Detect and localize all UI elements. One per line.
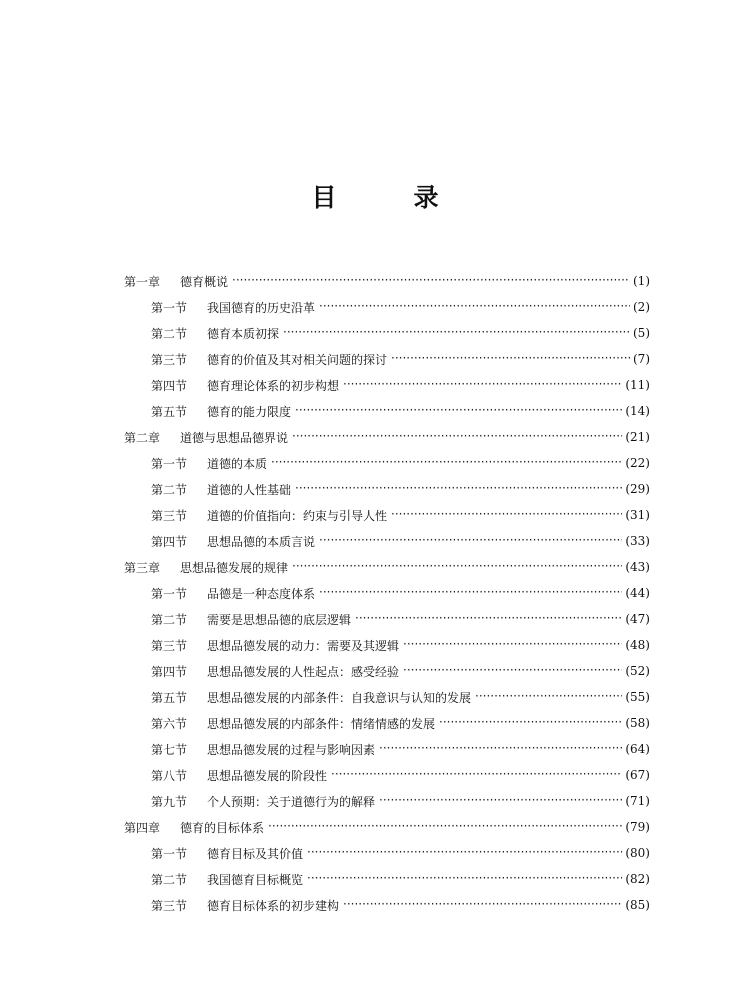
- toc-page-number: (67): [625, 768, 650, 782]
- toc-section-row: [124, 502, 650, 528]
- dot-leader: [292, 431, 622, 445]
- dot-leader: [319, 587, 622, 601]
- toc-section-row: [124, 372, 650, 398]
- toc-page-number: (64): [625, 742, 650, 756]
- dot-leader: [271, 457, 622, 471]
- toc-chapter-row: [124, 554, 650, 580]
- toc-page-number: (29): [625, 482, 650, 496]
- dot-leader: [343, 899, 622, 913]
- toc-entry-label: 第一节: [151, 846, 188, 861]
- table-of-contents: [124, 268, 650, 918]
- toc-page-number: (22): [625, 456, 650, 470]
- toc-entry-label: 第五节: [151, 404, 188, 419]
- toc-entry-label: 第二节: [151, 612, 188, 627]
- toc-section-row: [124, 736, 650, 762]
- page-title: 目 录: [311, 183, 465, 212]
- dot-leader: [319, 301, 630, 315]
- dot-leader: [439, 717, 622, 731]
- dot-leader: [292, 561, 622, 575]
- toc-entry-title: 思想品德发展的人性起点：感受经验: [207, 664, 400, 679]
- toc-entry-title: 道德的人性基础: [207, 482, 292, 497]
- toc-entry-title: 思想品德的本质言说: [207, 534, 316, 549]
- dot-leader: [295, 483, 622, 497]
- toc-entry-label: 第六节: [151, 716, 188, 731]
- dot-leader: [283, 327, 630, 341]
- dot-leader: [355, 613, 622, 627]
- toc-section-row: [124, 866, 650, 892]
- dot-leader: [307, 873, 622, 887]
- toc-section-row: [124, 892, 650, 918]
- toc-entry-label: 第九节: [151, 794, 188, 809]
- toc-page-number: (21): [625, 430, 650, 444]
- toc-entry-label: 第四章: [124, 820, 161, 835]
- dot-leader: [319, 535, 622, 549]
- toc-page-number: (44): [625, 586, 650, 600]
- toc-entry-title: 我国德育的历史沿革: [207, 300, 316, 315]
- toc-page-number: (5): [633, 326, 650, 340]
- dot-leader: [391, 353, 630, 367]
- toc-entry-title: 个人预期：关于道德行为的解释: [207, 794, 376, 809]
- toc-entry-title: 思想品德发展的内部条件：自我意识与认知的发展: [207, 690, 472, 705]
- toc-entry-label: 第二章: [124, 430, 161, 445]
- toc-entry-label: 第三节: [151, 508, 188, 523]
- dot-leader: [403, 665, 622, 679]
- toc-entry-label: 第二节: [151, 482, 188, 497]
- toc-entry-title: 德育目标及其价值: [207, 846, 304, 861]
- toc-section-row: [124, 294, 650, 320]
- toc-page-number: (43): [625, 560, 650, 574]
- toc-section-row: [124, 528, 650, 554]
- toc-page-number: (80): [625, 846, 650, 860]
- toc-entry-label: 第三节: [151, 638, 188, 653]
- toc-section-row: [124, 450, 650, 476]
- toc-page-number: (11): [625, 378, 650, 392]
- toc-section-row: [124, 476, 650, 502]
- toc-entry-label: 第二节: [151, 872, 188, 887]
- toc-entry-title: 品德是一种态度体系: [207, 586, 316, 601]
- toc-entry-label: 第一节: [151, 586, 188, 601]
- toc-section-row: [124, 346, 650, 372]
- toc-section-row: [124, 788, 650, 814]
- dot-leader: [331, 769, 622, 783]
- toc-section-row: [124, 320, 650, 346]
- dot-leader: [379, 795, 622, 809]
- toc-page-number: (31): [625, 508, 650, 522]
- toc-page-number: (55): [625, 690, 650, 704]
- toc-entry-title: 德育目标体系的初步建构: [207, 898, 340, 913]
- toc-entry-title: 德育本质初探: [207, 326, 280, 341]
- toc-entry-title: 思想品德发展的阶段性: [207, 768, 328, 783]
- dot-leader: [295, 405, 622, 419]
- toc-chapter-row: [124, 268, 650, 294]
- toc-chapter-row: [124, 424, 650, 450]
- toc-entry-label: 第一节: [151, 456, 188, 471]
- toc-entry-label: 第四节: [151, 664, 188, 679]
- toc-entry-title: 德育理论体系的初步构想: [207, 378, 340, 393]
- dot-leader: [391, 509, 622, 523]
- toc-entry-label: 第一章: [124, 274, 161, 289]
- toc-entry-label: 第四节: [151, 378, 188, 393]
- toc-entry-label: 第四节: [151, 534, 188, 549]
- dot-leader: [268, 821, 622, 835]
- toc-section-row: [124, 632, 650, 658]
- toc-entry-title: 德育的价值及其对相关问题的探讨: [207, 352, 388, 367]
- toc-section-row: [124, 840, 650, 866]
- toc-page-number: (52): [625, 664, 650, 678]
- toc-entry-label: 第八节: [151, 768, 188, 783]
- toc-page-number: (2): [633, 300, 650, 314]
- toc-page-number: (47): [625, 612, 650, 626]
- toc-page-number: (14): [625, 404, 650, 418]
- toc-entry-title: 需要是思想品德的底层逻辑: [207, 612, 352, 627]
- dot-leader: [232, 275, 630, 289]
- toc-entry-title: 思想品德发展的规律: [180, 560, 289, 575]
- toc-entry-title: 思想品德发展的过程与影响因素: [207, 742, 376, 757]
- toc-page-number: (71): [625, 794, 650, 808]
- dot-leader: [475, 691, 622, 705]
- toc-entry-title: 道德的本质: [207, 456, 268, 471]
- toc-section-row: [124, 606, 650, 632]
- toc-entry-label: 第五节: [151, 690, 188, 705]
- toc-page-number: (85): [625, 898, 650, 912]
- dot-leader: [307, 847, 622, 861]
- toc-entry-title: 我国德育目标概览: [207, 872, 304, 887]
- toc-entry-title: 思想品德发展的动力：需要及其逻辑: [207, 638, 400, 653]
- toc-entry-title: 道德与思想品德界说: [180, 430, 289, 445]
- toc-section-row: [124, 762, 650, 788]
- toc-entry-title: 德育的目标体系: [180, 820, 265, 835]
- toc-section-row: [124, 580, 650, 606]
- toc-entry-title: 德育概说: [180, 274, 229, 289]
- toc-section-row: [124, 710, 650, 736]
- toc-section-row: [124, 658, 650, 684]
- toc-page-number: (48): [625, 638, 650, 652]
- toc-page-number: (1): [633, 274, 650, 288]
- toc-section-row: [124, 684, 650, 710]
- toc-chapter-row: [124, 814, 650, 840]
- toc-entry-label: 第三章: [124, 560, 161, 575]
- toc-entry-label: 第七节: [151, 742, 188, 757]
- toc-entry-label: 第一节: [151, 300, 188, 315]
- toc-page-number: (7): [633, 352, 650, 366]
- toc-entry-title: 思想品德发展的内部条件：情绪情感的发展: [207, 716, 436, 731]
- toc-page-number: (58): [625, 716, 650, 730]
- toc-page-number: (82): [625, 872, 650, 886]
- toc-entry-title: 道德的价值指向：约束与引导人性: [207, 508, 388, 523]
- dot-leader: [343, 379, 622, 393]
- toc-entry-title: 德育的能力限度: [207, 404, 292, 419]
- toc-page-number: (79): [625, 820, 650, 834]
- dot-leader: [403, 639, 622, 653]
- toc-page-number: (33): [625, 534, 650, 548]
- dot-leader: [379, 743, 622, 757]
- toc-entry-label: 第二节: [151, 326, 188, 341]
- toc-section-row: [124, 398, 650, 424]
- toc-entry-label: 第三节: [151, 352, 188, 367]
- toc-entry-label: 第三节: [151, 898, 188, 913]
